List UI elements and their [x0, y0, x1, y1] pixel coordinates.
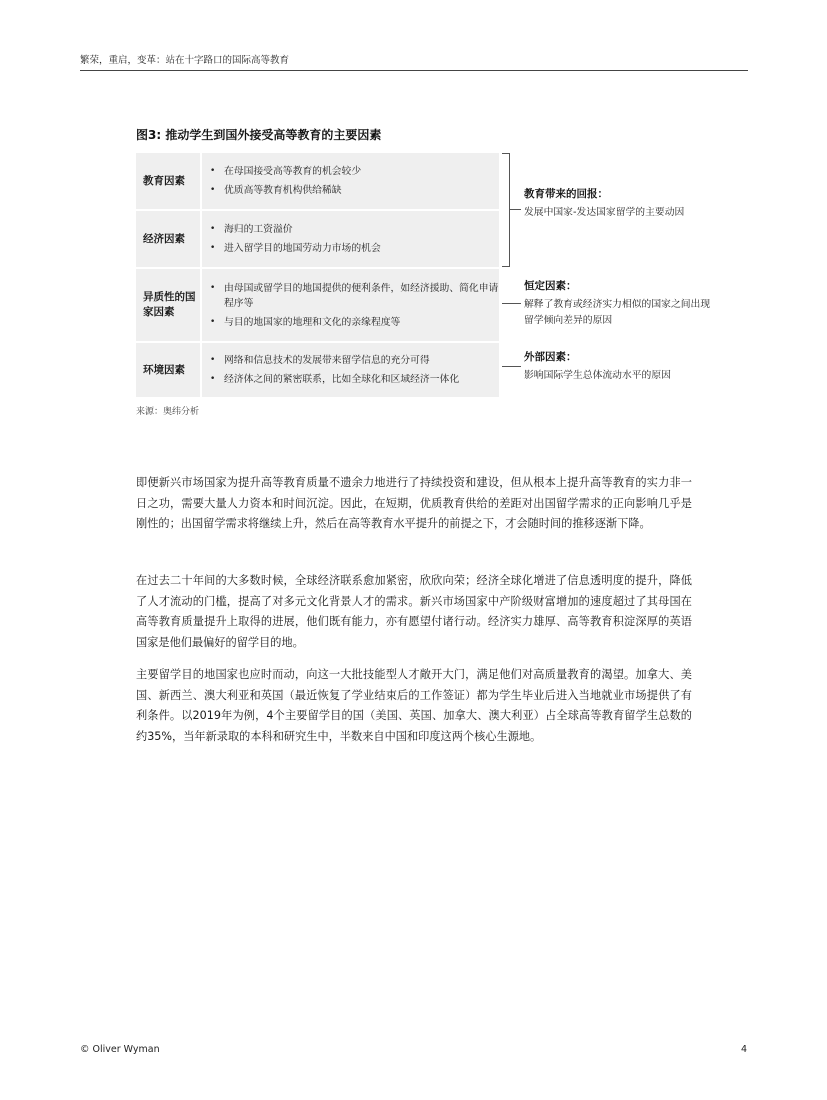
factor-item: • 在母国接受高等教育的机会较少 [210, 164, 499, 179]
factor-item: • 海归的工资溢价 [210, 222, 499, 237]
figure-source: 来源：奥纬分析 [136, 407, 200, 417]
page-number: 4 [740, 1044, 747, 1055]
note-body: 影响国际学生总体流动水平的原因 [524, 370, 671, 381]
note-title: 外部因素： [524, 351, 577, 363]
factor-row-education [136, 153, 499, 209]
factor-row-heterogeneous [136, 269, 499, 341]
note-external [524, 349, 714, 384]
factor-label: 教育因素 [136, 153, 202, 209]
header-rule [80, 70, 748, 71]
factor-item: • 进入留学目的地国劳动力市场的机会 [210, 241, 499, 256]
figure-title: 图3: 推动学生到国外接受高等教育的主要因素 [136, 128, 382, 142]
bracket-returns [502, 153, 510, 267]
factor-items [202, 211, 499, 267]
note-title: 教育带来的回报： [524, 188, 608, 200]
note-returns [524, 186, 714, 221]
body-paragraph: 即便新兴市场国家为提升高等教育质量不遗余力地进行了持续投资和建设，但从根本上提升高等教育的实力非一日之功，需要大量人力资本和时间沉淀。因此，在短期，优质教育供给的差距对出国留学需求的正向影响几乎是刚性的；出国留学需求将继续上升，然后在高等教育水平提升的前提之下，才会随时间的推移逐渐下降。 [136, 476, 692, 530]
factor-item: • 网络和信息技术的发展带来留学信息的充分可得 [210, 353, 499, 368]
factor-items [202, 153, 499, 209]
bracket-tick [509, 209, 521, 210]
factor-items [202, 269, 499, 341]
note-constant [524, 278, 714, 329]
note-body: 发展中国家-发达国家留学的主要动因 [524, 207, 685, 218]
factor-item: • 由母国或留学目的地国提供的便利条件，如经济援助、简化申请程序等 [210, 281, 499, 311]
factor-label: 异质性的国家因素 [136, 269, 202, 341]
note-title: 恒定因素： [524, 280, 577, 292]
factor-item: • 与目的地国家的地理和文化的亲缘程度等 [210, 315, 499, 330]
factor-row-economic [136, 211, 499, 267]
factor-row-environment [136, 343, 499, 397]
bracket-external [502, 366, 521, 367]
body-paragraph: 主要留学目的地国家也应时而动，向这一大批技能型人才敞开大门，满足他们对高质量教育的渴望。加拿大、美国、新西兰、澳大利亚和英国（最近恢复了学业结束后的工作签证）都为学生毕业后进入当地就业市场提供了有利条件。以2019年为例，4个主要留学目的国（美国、英国、加拿大、澳大利亚）占全球高等教育留学生总数的约35%，当年新录取的本科和研究生中，半数来自中国和印度这两个核心生源地。 [136, 668, 692, 743]
footer-copyright: © Oliver Wyman [80, 1044, 160, 1055]
factor-label: 环境因素 [136, 343, 202, 397]
factor-label: 经济因素 [136, 211, 202, 267]
factor-item: • 经济体之间的紧密联系，比如全球化和区域经济一体化 [210, 372, 499, 387]
note-body: 解释了教育或经济实力相似的国家之间出现留学倾向差异的原因 [524, 299, 711, 326]
factor-table [136, 153, 499, 399]
factor-items [202, 343, 499, 397]
body-paragraph: 在过去二十年间的大多数时候，全球经济联系愈加紧密，欣欣向荣；经济全球化增进了信息透明度的提升，降低了人才流动的门槛，提高了对多元文化背景人才的需求。新兴市场国家中产阶级财富增加的速度超过了其母国在高等教育质量提升上取得的进展，他们既有能力，亦有愿望付诸行动。经济实力雄厚、高等教育积淀深厚的英语国家是他们最偏好的留学目的地。 [136, 574, 692, 649]
header-title: 繁荣，重启，变革：站在十字路口的国际高等教育 [80, 55, 290, 66]
factor-item: • 优质高等教育机构供给稀缺 [210, 183, 499, 198]
bracket-constant [502, 303, 521, 304]
